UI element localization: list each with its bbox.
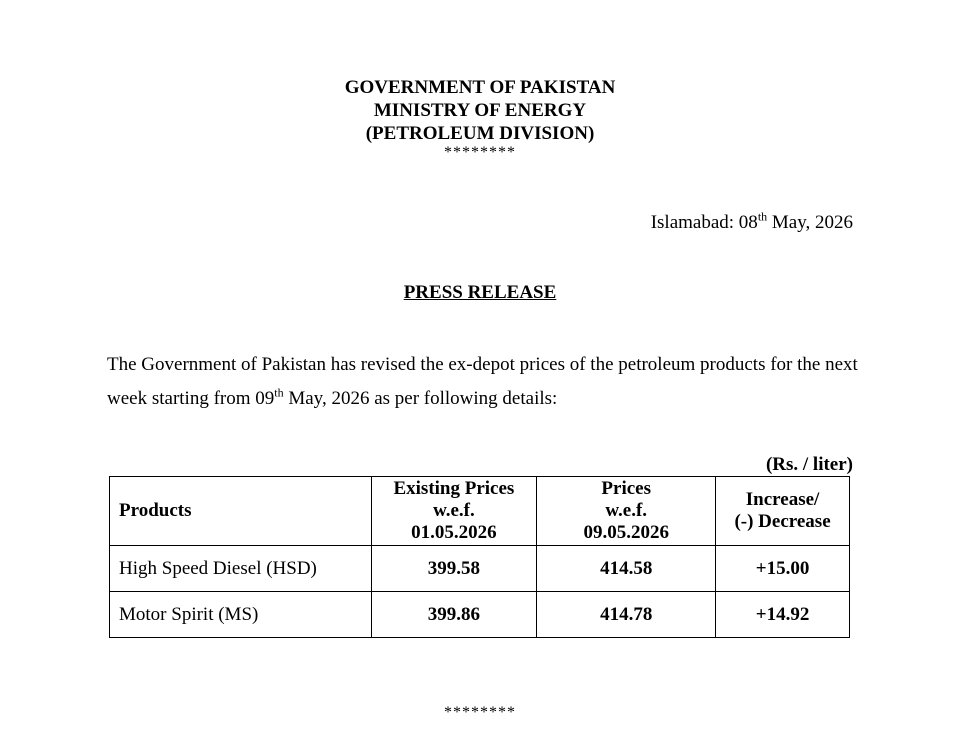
press-release-title: PRESS RELEASE bbox=[403, 282, 557, 303]
price-table bbox=[109, 476, 850, 638]
price-change: +15.00 bbox=[716, 546, 850, 592]
new-price: 414.78 bbox=[537, 592, 716, 638]
price-change: +14.92 bbox=[716, 592, 850, 638]
header-government: GOVERNMENT OF PAKISTAN bbox=[344, 77, 616, 98]
header-new-prices: Prices w.e.f. 09.05.2026 bbox=[537, 477, 716, 546]
release-date bbox=[650, 209, 853, 234]
existing-price: 399.86 bbox=[371, 592, 537, 638]
paragraph-part1: The Government of Pakistan has revised the ex-depot prices of the petroleum products for the next week starting from 09 bbox=[107, 354, 858, 409]
date-prefix: Islamabad: 08 bbox=[650, 212, 758, 233]
unit-label: (Rs. / liter) bbox=[765, 454, 853, 475]
header-stars: ******** bbox=[444, 144, 516, 161]
date-suffix: May, 2026 bbox=[767, 212, 853, 233]
header-existing-prices: Existing Prices w.e.f. 01.05.2026 bbox=[371, 477, 537, 546]
header-products: Products bbox=[110, 477, 372, 546]
paragraph-part2: May, 2026 as per following details: bbox=[283, 388, 558, 409]
header-division: (PETROLEUM DIVISION) bbox=[365, 123, 595, 144]
new-price: 414.58 bbox=[537, 546, 716, 592]
existing-price: 399.58 bbox=[371, 546, 537, 592]
footer-stars: ******** bbox=[444, 704, 516, 721]
header-change: Increase/ (-) Decrease bbox=[716, 477, 850, 546]
product-name: High Speed Diesel (HSD) bbox=[110, 546, 372, 592]
table-row bbox=[110, 546, 850, 592]
date-sup: th bbox=[757, 209, 768, 224]
paragraph-sup: th bbox=[274, 385, 284, 400]
table-row bbox=[110, 592, 850, 638]
product-name: Motor Spirit (MS) bbox=[110, 592, 372, 638]
document-header bbox=[0, 76, 960, 161]
header-ministry: MINISTRY OF ENERGY bbox=[373, 100, 587, 121]
body-paragraph bbox=[107, 348, 867, 416]
table-header-row bbox=[110, 477, 850, 546]
